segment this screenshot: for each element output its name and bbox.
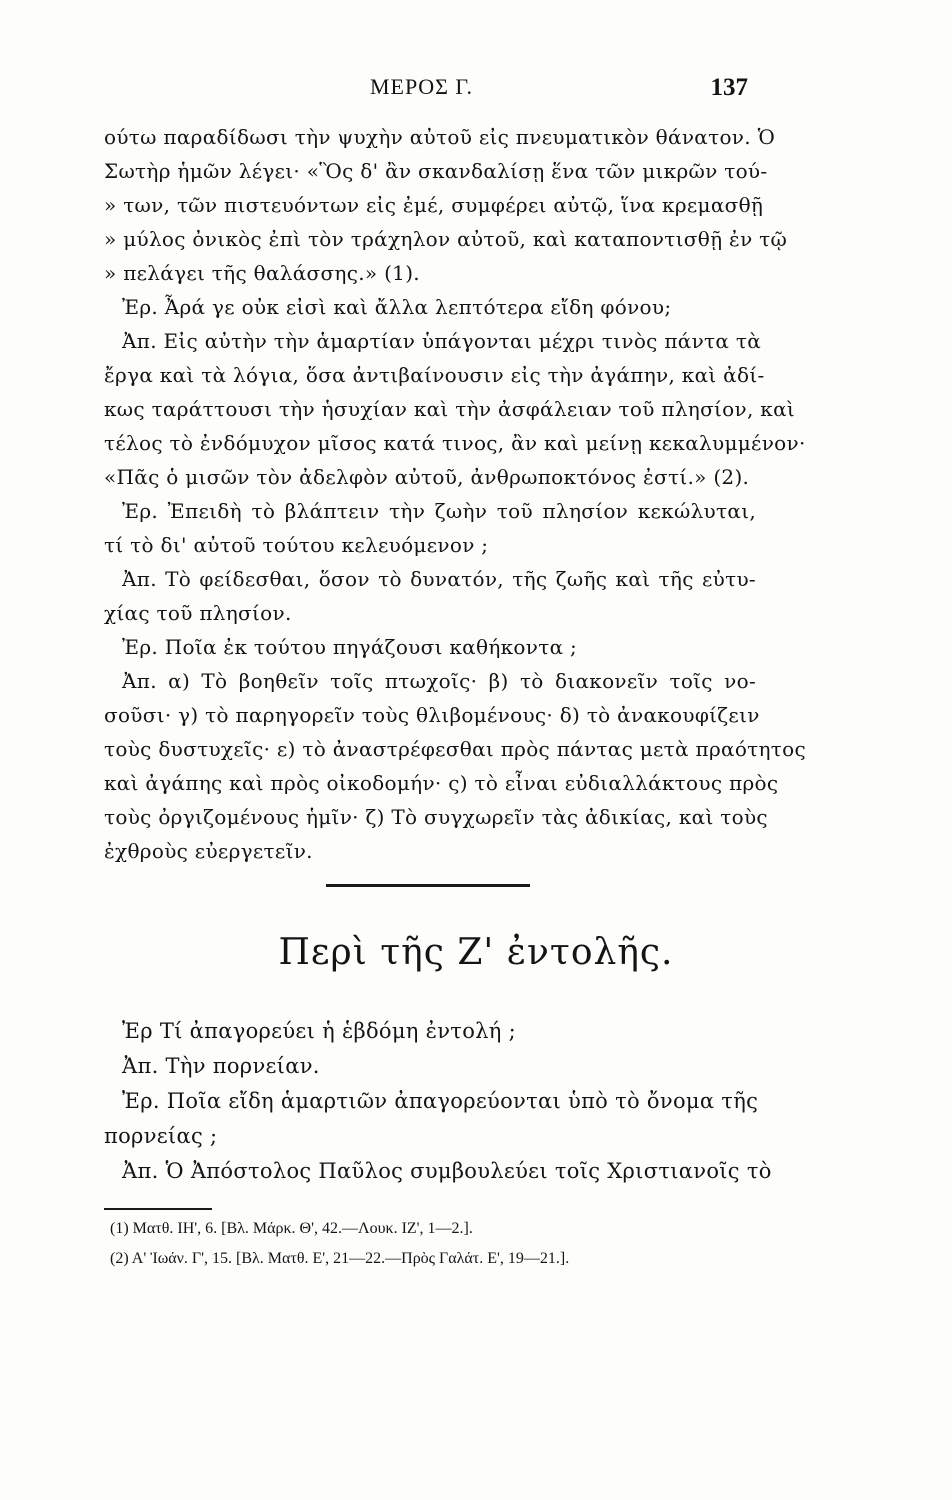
text-line: Ἐρ. Ποῖα εἴδη ἁμαρτιῶν ἀπαγορεύονται ὑπὸ τὸ ὄνομα τῆς xyxy=(122,1089,759,1113)
text-line: κως ταράττουσι τὴν ἡσυχίαν καὶ τὴν ἀσφάλειαν τοῦ πλησίον, καὶ xyxy=(104,397,796,421)
text-line: Ἀπ. Τὸ φείδεσθαι, ὅσον τὸ δυνατόν, τῆς ζωῆς καὶ τῆς εὐτυ- xyxy=(122,567,756,591)
text-line: » των, τῶν πιστευόντων εἰς ἐμέ, συμφέρει αὐτῷ, ἵνα κρεμασθῇ xyxy=(104,193,764,217)
section-divider xyxy=(326,884,530,887)
footnote: (1) Ματθ. ΙΗ', 6. [Βλ. Μάρκ. Θ', 42.—Λουκ. ΙΖ', 1—2.]. xyxy=(110,1220,473,1237)
text-line: πορνείας ; xyxy=(104,1124,218,1148)
text-line: τέλος τὸ ἐνδόμυχον μῖσος κατά τινος, ἂν καὶ μείνῃ κεκαλυμμένον· xyxy=(104,431,806,455)
page-number: 137 xyxy=(710,74,748,101)
text-line: Ἐρ. Ἆρά γε οὐκ εἰσὶ καὶ ἄλλα λεπτότερα εἴδη φόνου; xyxy=(122,295,672,319)
text-line: ούτω παραδίδωσι τὴν ψυχὴν αὐτοῦ εἰς πνευματικὸν θάνατον. Ὁ xyxy=(104,125,776,149)
text-line: Ἐρ. Ποῖα ἐκ τούτου πηγάζουσι καθήκοντα ; xyxy=(122,635,578,659)
text-line: » μύλος ὀνικὸς ἐπὶ τὸν τράχηλον αὐτοῦ, καὶ καταποντισθῇ ἐν τῷ xyxy=(104,227,788,251)
text-line: «Πᾶς ὁ μισῶν τὸν ἀδελφὸν αὐτοῦ, ἀνθρωποκτόνος ἐστί.» (2). xyxy=(104,465,750,489)
footnotes xyxy=(110,1214,760,1274)
text-line: καὶ ἀγάπης καὶ πρὸς οἰκοδομήν· ς) τὸ εἶναι εὐδιαλλάκτους πρὸς xyxy=(104,771,779,795)
text-line: ἔργα καὶ τὰ λόγια, ὅσα ἀντιβαίνουσιν εἰς τὴν ἀγάπην, καὶ ἀδί- xyxy=(104,363,765,387)
body-text-top xyxy=(104,120,807,868)
footnote-divider xyxy=(104,1208,212,1210)
text-line: Ἀπ. Τὴν πορνείαν. xyxy=(122,1054,320,1078)
footnote: (2) Α' Ἰωάν. Γ', 15. [Βλ. Ματθ. Ε', 21—22.—Πρὸς Γαλάτ. Ε', 19—21.]. xyxy=(110,1250,570,1267)
section-title: Περὶ τῆς Ζ' ἐντολῆς. xyxy=(278,932,674,973)
text-line: Ἀπ. Ὁ Ἀπόστολος Παῦλος συμβουλεύει τοῖς Χριστιανοῖς τὸ xyxy=(122,1159,772,1183)
text-line: Σωτὴρ ἡμῶν λέγει· «Ὃς δ' ἂν σκανδαλίσῃ ἕνα τῶν μικρῶν τού- xyxy=(104,159,768,183)
body-text-bottom xyxy=(104,1014,772,1189)
text-line: τοὺς δυστυχεῖς· ε) τὸ ἀναστρέφεσθαι πρὸς πάντας μετὰ πραότητος xyxy=(104,737,807,761)
text-line: χίας τοῦ πλησίον. xyxy=(104,601,292,625)
text-line: σοῦσι· γ) τὸ παρηγορεῖν τοὺς θλιβομένους· δ) τὸ ἀνακουφίζειν xyxy=(104,703,760,727)
text-line: τοὺς ὀργιζομένους ἡμῖν· ζ) Τὸ συγχωρεῖν τὰς ἀδικίας, καὶ τοὺς xyxy=(104,805,768,829)
running-head: ΜΕΡΟΣ Γ. xyxy=(370,74,474,99)
text-line: » πελάγει τῆς θαλάσσης.» (1). xyxy=(104,261,420,285)
text-line: Ἐρ Τί ἀπαγορεύει ἡ ἑβδόμη ἐντολή ; xyxy=(122,1019,516,1043)
page-header xyxy=(98,74,748,108)
text-line: ἐχθροὺς εὐεργετεῖν. xyxy=(104,839,313,863)
text-line: Ἐρ. Ἐπειδὴ τὸ βλάπτειν τὴν ζωὴν τοῦ πλησίον κεκώλυται, xyxy=(122,499,756,523)
text-line: τί τὸ δι' αὐτοῦ τούτου κελευόμενον ; xyxy=(104,533,489,557)
text-line: Ἀπ. α) Τὸ βοηθεῖν τοῖς πτωχοῖς· β) τὸ διακονεῖν τοῖς νο- xyxy=(122,669,756,693)
text-line: Ἀπ. Εἰς αὐτὴν τὴν ἁμαρτίαν ὑπάγονται μέχρι τινὸς πάντα τὰ xyxy=(122,329,762,353)
